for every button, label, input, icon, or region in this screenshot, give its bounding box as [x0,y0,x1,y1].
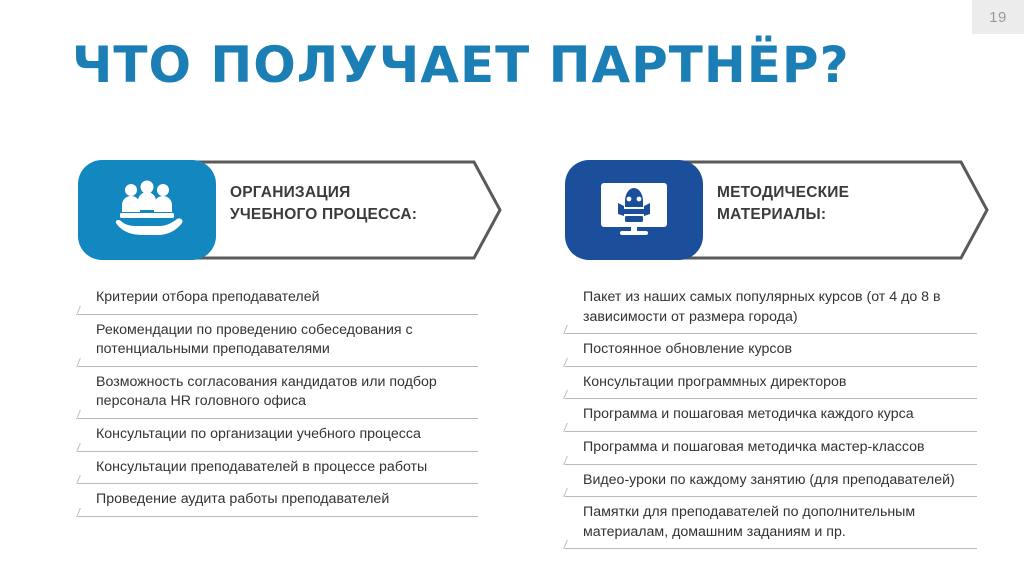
column-methodology [565,152,985,549]
list-item-text: Консультации программных директоров [583,373,847,390]
list-item [78,419,478,452]
list-item [565,497,977,549]
list-item-text: Критерии отбора преподавателей [96,289,320,305]
list-item-text: Возможность согласования кандидатов или подбор персонала HR головного офиса [96,373,437,410]
list-item-text: Памятки для преподавателей по дополнительным материалам, домашним заданиям и пр. [583,504,916,540]
column-header-label [717,182,967,227]
column-header-label [230,182,480,227]
list-item-text: Консультации по организации учебного процесса [96,425,421,442]
list-item-text: Пакет из наших самых популярных курсов (от 4 до 8 в зависимости от размера города) [583,289,941,325]
column-header-banner [78,152,498,270]
item-rule [565,548,977,549]
header-line-1: МЕТОДИЧЕСКИЕ [717,184,850,201]
list-item [78,282,478,315]
list-item-text: Программа и пошаговая методичка каждого курса [583,406,914,423]
benefit-list-organization [78,282,478,517]
list-item [565,367,977,400]
list-item [565,282,977,334]
list-item [565,465,977,498]
list-item [565,432,977,465]
list-item [78,484,478,517]
page-number-badge: 19 [972,0,1024,34]
list-item [565,399,977,432]
people-on-hand-icon [108,179,186,241]
item-rule [78,516,478,517]
benefit-list-methodology [565,282,977,549]
list-item-text: Проведение аудита работы преподавателей [96,491,390,508]
header-line-2: МАТЕРИАЛЫ: [717,206,827,224]
list-item-text: Видео-уроки по каждому занятию (для преподавателей) [583,471,955,488]
header-line-1: ОРГАНИЗАЦИЯ [230,184,351,201]
list-item [78,367,478,419]
list-item-text: Программа и пошаговая методичка мастер-классов [583,438,925,455]
list-item [565,334,977,367]
list-item [78,315,478,367]
list-item-text: Рекомендации по проведению собеседования с потенциальными преподавателями [96,321,413,358]
icon-tile-methodology [565,160,703,260]
icon-tile-organization [78,160,216,260]
list-item-text: Постоянное обновление курсов [583,341,793,358]
robot-on-screen-icon [598,179,670,241]
list-item [78,452,478,485]
page-title: ЧТО ПОЛУЧАЕТ ПАРТНЁР? [72,36,850,94]
list-item-text: Консультации преподавателей в процессе работы [96,458,428,475]
header-line-2: УЧЕБНОГО ПРОЦЕССА: [230,206,418,224]
column-organization [78,152,498,517]
column-header-banner [565,152,985,270]
